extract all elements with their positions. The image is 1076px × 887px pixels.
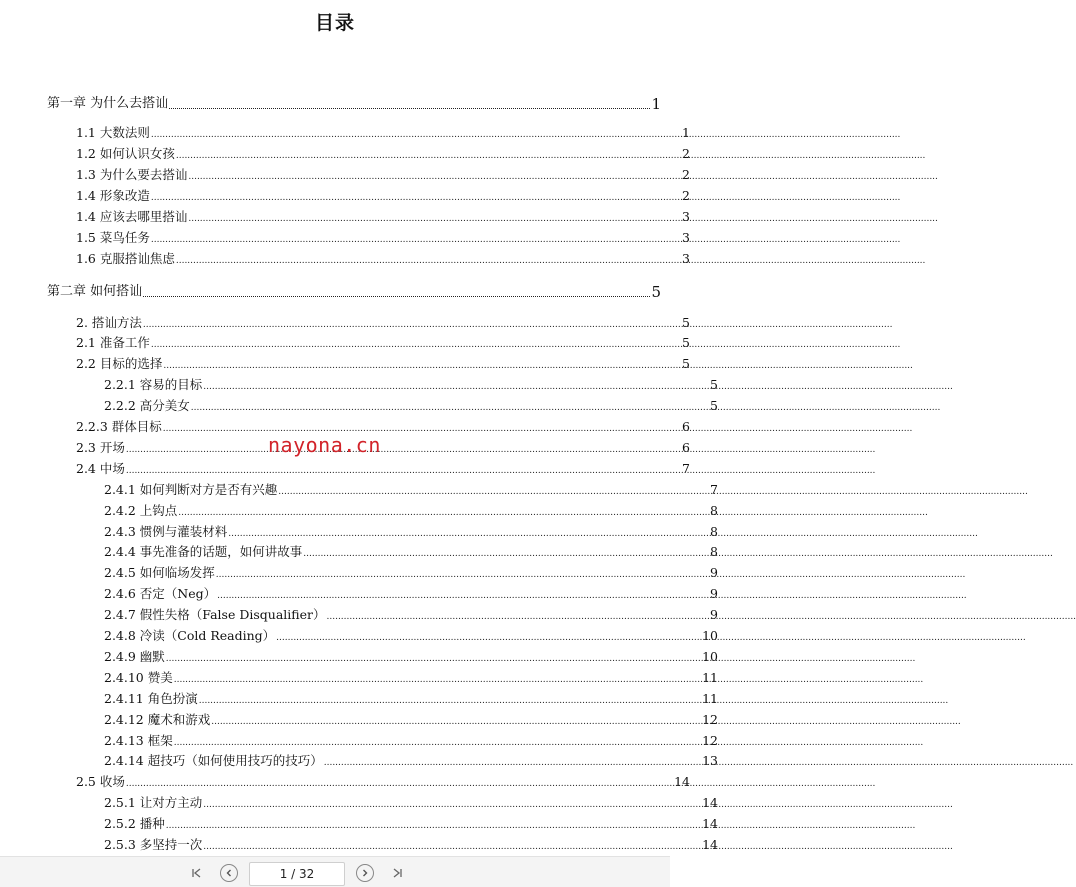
toc-leader-dots <box>169 96 650 112</box>
toc-entry[interactable] <box>0 649 718 665</box>
toc-entry[interactable] <box>0 356 690 372</box>
next-page-button[interactable] <box>356 864 374 882</box>
toc-leader-dots <box>178 503 709 519</box>
toc-entry[interactable] <box>0 335 690 351</box>
toc-entry[interactable] <box>0 628 718 644</box>
toc-leader-dots <box>174 670 701 686</box>
toc-leader-dots <box>278 482 709 498</box>
toc-leader-dots <box>276 628 701 644</box>
toc-page-number: 10 <box>702 628 718 643</box>
toc-entry[interactable] <box>0 461 690 477</box>
toc-entry-label: 1.1 大数法则 <box>76 125 150 140</box>
toc-page-number: 14 <box>674 774 690 789</box>
previous-page-icon <box>225 869 233 877</box>
toc-page-number: 14 <box>702 795 718 810</box>
toc-entry-label: 2.1 准备工作 <box>76 335 150 350</box>
toc-page-number: 3 <box>682 230 690 245</box>
toc-page-number: 5 <box>710 398 718 413</box>
toc-page-number: 2 <box>682 188 690 203</box>
toc-leader-dots <box>166 816 701 832</box>
toc-leader-dots <box>163 419 681 435</box>
toc-entry[interactable] <box>0 753 718 769</box>
toc-entry[interactable] <box>0 816 718 832</box>
toc-page-number: 12 <box>702 733 718 748</box>
toc-page-number: 1 <box>651 95 661 113</box>
toc-entry[interactable] <box>0 712 718 728</box>
toc-entry-label: 2.4.6 否定（Neg） <box>104 586 217 601</box>
first-page-button[interactable] <box>188 864 206 882</box>
toc-page-number: 8 <box>710 524 718 539</box>
toc-entry-label: 2.4 中场 <box>76 461 125 476</box>
toc-leader-dots <box>188 209 681 225</box>
toc-page-number: 10 <box>702 649 718 664</box>
toc-page-number: 5 <box>710 377 718 392</box>
toc-entry[interactable] <box>0 670 718 686</box>
toc-leader-dots <box>174 733 701 749</box>
toc-page-number: 9 <box>710 607 718 622</box>
toc-entry[interactable] <box>0 377 718 393</box>
current-page: 1 <box>279 867 288 881</box>
toc-leader-dots <box>166 649 701 665</box>
toc-entry-label: 2.4.12 魔术和游戏 <box>104 712 211 727</box>
toc-leader-dots <box>228 524 709 540</box>
total-pages: 32 <box>299 867 315 881</box>
toc-entry[interactable] <box>0 482 718 498</box>
toc-entry-label: 2.5 收场 <box>76 774 125 789</box>
watermark: nayona.cn <box>268 433 381 457</box>
page-title: 目录 <box>314 12 355 34</box>
toc-chapter-entry[interactable] <box>0 96 661 112</box>
toc-leader-dots <box>203 837 701 853</box>
toc-page-number: 2 <box>682 146 690 161</box>
toc-entry-label: 2.5.1 让对方主动 <box>104 795 203 810</box>
toc-page-number: 9 <box>710 586 718 601</box>
toc-entry-label: 2.2.2 高分美女 <box>104 398 190 413</box>
toc-entry[interactable] <box>0 774 690 790</box>
toc-entry-label: 2.4.2 上钩点 <box>104 503 178 518</box>
toc-leader-dots <box>176 146 681 162</box>
toc-page-number: 9 <box>710 565 718 580</box>
toc-page-number: 5 <box>651 283 661 301</box>
toc-leader-dots <box>126 461 681 477</box>
toc-page-number: 11 <box>702 691 718 706</box>
toc-leader-dots <box>199 691 701 707</box>
toc-entry-label: 2.4.8 冷读（Cold Reading） <box>104 628 276 643</box>
toc-entry[interactable] <box>0 607 718 623</box>
toc-entry[interactable] <box>0 524 718 540</box>
toc-entry[interactable] <box>0 209 690 225</box>
toc-page-number: 11 <box>702 670 718 685</box>
toc-page-number: 3 <box>682 209 690 224</box>
toc-leader-dots <box>188 167 681 183</box>
toc-leader-dots <box>163 356 681 372</box>
toc-leader-dots <box>151 335 681 351</box>
last-page-icon <box>391 867 403 879</box>
toc-page-number: 6 <box>682 419 690 434</box>
toc-entry-label: 2.2 目标的选择 <box>76 356 163 371</box>
toc-leader-dots <box>203 377 709 393</box>
toc-entry-label: 2.4.10 赞美 <box>104 670 173 685</box>
toc-page-number: 8 <box>710 544 718 559</box>
toc-entry[interactable] <box>0 230 690 246</box>
toc-entry[interactable] <box>0 795 718 811</box>
toc-page-number: 12 <box>702 712 718 727</box>
toc-entry-label: 2.4.9 幽默 <box>104 649 165 664</box>
toc-page-number: 6 <box>682 440 690 455</box>
toc-entry-label: 2.4.5 如何临场发挥 <box>104 565 215 580</box>
last-page-button[interactable] <box>388 864 406 882</box>
toc-entry[interactable] <box>0 146 690 162</box>
toc-leader-dots <box>143 315 681 331</box>
toc-entry[interactable] <box>0 251 690 267</box>
toc-entry-label: 2.4.13 框架 <box>104 733 173 748</box>
toc-entry[interactable] <box>0 565 718 581</box>
toc-entry-label: 1.4 形象改造 <box>76 188 150 203</box>
toc-entry[interactable] <box>0 733 718 749</box>
pdf-viewer-toolbar <box>0 856 670 887</box>
toc-page-number: 2 <box>682 167 690 182</box>
toc-entry[interactable] <box>0 586 718 602</box>
toc-leader-dots <box>151 125 681 141</box>
toc-entry-label: 2.4.14 超技巧（如何使用技巧的技巧） <box>104 753 323 768</box>
toc-page-number: 5 <box>682 335 690 350</box>
toc-entry[interactable] <box>0 837 718 853</box>
toc-entry-label: 2.5.2 播种 <box>104 816 165 831</box>
toc-leader-dots <box>126 440 681 456</box>
toc-leader-dots <box>143 284 650 300</box>
toc-entry-label: 2.4.11 角色扮演 <box>104 691 198 706</box>
toc-leader-dots <box>151 188 681 204</box>
toc-leader-dots <box>211 712 701 728</box>
page-separator: / <box>287 867 300 881</box>
toc-entry[interactable] <box>0 125 690 141</box>
toc-leader-dots <box>216 565 709 581</box>
toc-entry-label: 2.4.4 事先准备的话题，如何讲故事 <box>104 544 303 559</box>
toc-entry[interactable] <box>0 315 690 331</box>
toc-leader-dots <box>151 230 681 246</box>
toc-entry-label: 2.3 开场 <box>76 440 125 455</box>
toc-entry-label: 1.5 菜鸟任务 <box>76 230 150 245</box>
toc-entry-label: 1.6 克服搭讪焦虑 <box>76 251 175 266</box>
toc-entry-label: 2.4.7 假性失格（False Disqualifier） <box>104 607 326 622</box>
toc-entry-label: 2. 搭讪方法 <box>76 315 142 330</box>
toc-chapter-entry[interactable] <box>0 284 661 300</box>
toc-leader-dots <box>203 795 701 811</box>
toc-entry-label: 1.3 为什么要去搭讪 <box>76 167 188 182</box>
toc-leader-dots <box>324 753 701 769</box>
toc-leader-dots <box>126 774 673 790</box>
toc-entry[interactable] <box>0 188 690 204</box>
toc-page-number: 3 <box>682 251 690 266</box>
toc-page-number: 14 <box>702 816 718 831</box>
toc-entry-label: 第一章 为什么去搭讪 <box>47 96 169 111</box>
toc-entry[interactable] <box>0 398 718 414</box>
toc-leader-dots <box>303 544 709 560</box>
toc-entry[interactable] <box>0 544 718 560</box>
toc-entry-label: 2.5.3 多坚持一次 <box>104 837 203 852</box>
toc-entry-label: 1.2 如何认识女孩 <box>76 146 175 161</box>
toc-page-number: 7 <box>710 482 718 497</box>
toc-page-number: 13 <box>702 753 718 768</box>
toc-entry-label: 第二章 如何搭讪 <box>47 284 143 299</box>
toc-page-number: 5 <box>682 315 690 330</box>
toc-entry-label: 2.2.1 容易的目标 <box>104 377 203 392</box>
toc-leader-dots <box>217 586 709 602</box>
toc-page-number: 8 <box>710 503 718 518</box>
toc-entry-label: 2.4.3 惯例与灌装材料 <box>104 524 228 539</box>
toc-entry-label: 2.4.1 如何判断对方是否有兴趣 <box>104 482 278 497</box>
toc-entry[interactable] <box>0 503 718 519</box>
toc-entry[interactable] <box>0 691 718 707</box>
next-page-icon <box>361 869 369 877</box>
toc-entry[interactable] <box>0 167 690 183</box>
page-number-field[interactable] <box>249 862 345 886</box>
toc-leader-dots <box>176 251 681 267</box>
toc-entry-label: 2.2.3 群体目标 <box>76 419 162 434</box>
toc-page-number: 1 <box>682 125 690 140</box>
toc-page-number: 7 <box>682 461 690 476</box>
previous-page-button[interactable] <box>220 864 238 882</box>
toc-page-number: 14 <box>702 837 718 852</box>
toc-leader-dots <box>191 398 709 414</box>
toc-leader-dots <box>327 607 710 623</box>
toc-entry-label: 1.4 应该去哪里搭讪 <box>76 209 188 224</box>
first-page-icon <box>191 867 203 879</box>
toc-page-number: 5 <box>682 356 690 371</box>
